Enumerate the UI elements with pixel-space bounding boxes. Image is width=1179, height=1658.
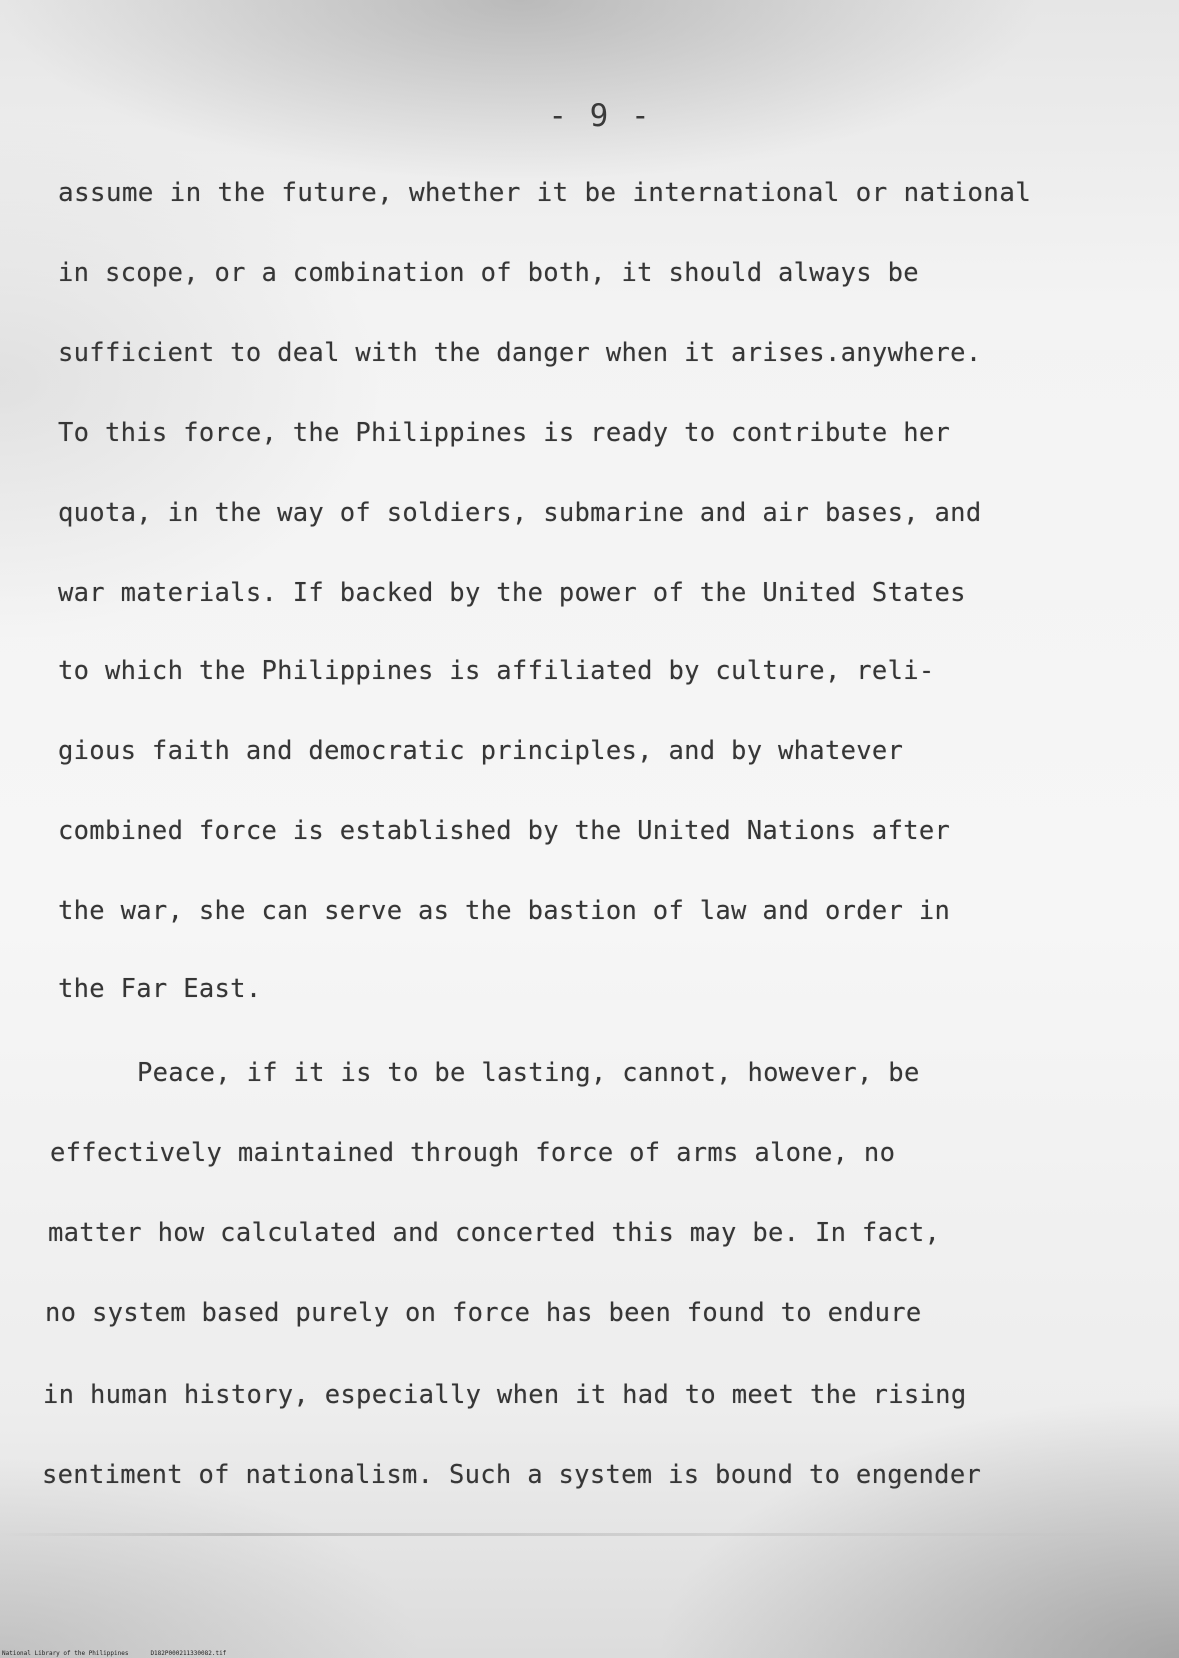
text-line: no system based purely on force has been found to endure [45, 1298, 922, 1328]
text-line: quota, in the way of soldiers, submarine and air bases, and [58, 498, 982, 528]
text-line: combined force is established by the United Nations after [58, 816, 951, 846]
page-number: - 9 - [548, 98, 652, 134]
text-line: gious faith and democratic principles, and by whatever [58, 736, 904, 766]
text-line: assume in the future, whether it be international or national [58, 178, 1032, 208]
text-line: sufficient to deal with the danger when it arises.anywhere. [58, 338, 982, 368]
text-line: in human history, especially when it had to meet the rising [43, 1380, 967, 1410]
text-line: sentiment of nationalism. Such a system is bound to engender [42, 1460, 982, 1490]
text-line: to which the Philippines is affiliated by culture, reli- [58, 656, 935, 686]
text-line: in scope, or a combination of both, it should always be [58, 258, 919, 288]
paper-fold-mark [0, 1533, 1179, 1536]
text-line: To this force, the Philippines is ready to contribute her [58, 418, 951, 448]
text-line: the war, she can serve as the bastion of law and order in [58, 896, 951, 926]
file-id: D182P000211330082.tif [150, 1650, 227, 1657]
text-line: the Far East. [58, 974, 262, 1004]
text-line: effectively maintained through force of arms alone, no [50, 1138, 896, 1168]
text-line: Peace, if it is to be lasting, cannot, however, be [137, 1058, 920, 1088]
text-line: matter how calculated and concerted this may be. In fact, [48, 1218, 941, 1248]
text-line: war materials. If backed by the power of the United States [58, 578, 966, 608]
archive-name: National Library of the Philippines [2, 1650, 129, 1657]
scan-footer [2, 1650, 226, 1657]
